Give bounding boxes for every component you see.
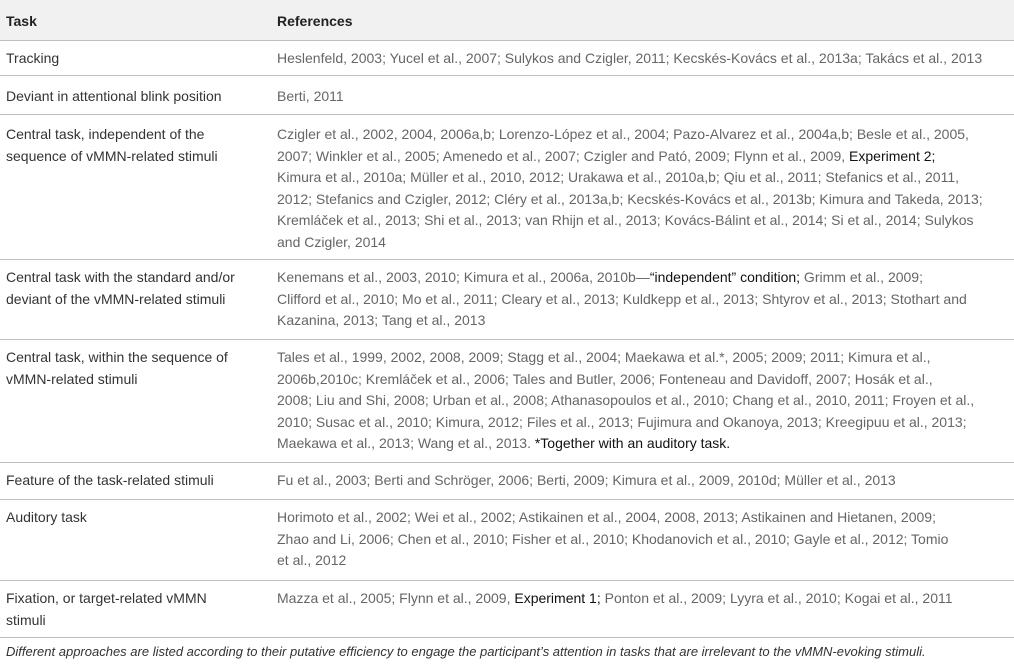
auditory-task-footnote: *Together with an auditory task. bbox=[530, 435, 731, 451]
row-divider bbox=[0, 580, 1014, 581]
task-cell: Central task, independent of the sequence of vMMN-related stimuli bbox=[6, 126, 218, 164]
row-divider bbox=[0, 339, 1014, 340]
task-cell: Deviant in attentional blink position bbox=[6, 88, 222, 104]
task-cell: Tracking bbox=[6, 50, 60, 66]
task-cell: Central task, within the sequence of vMMN-related stimuli bbox=[6, 349, 228, 387]
references-cell: Kenemans et al., 2003, 2010; Kimura et al., 2006a, 2010b—“independent” condition; Grimm et al., 2009; Clifford et al., 2010; Mo et al., 2011; Cleary et al., 2013; Kuldkepp et al., 2013; Shtyrov et al., 2013; Stothart and Kazanina, 2013; Tang et al., 2013 bbox=[277, 269, 967, 328]
task-cell: Central task with the standard and/or deviant of the vMMN-related stimuli bbox=[6, 269, 235, 307]
row-divider bbox=[0, 114, 1014, 115]
experiment-1-note: Experiment 1; bbox=[510, 590, 601, 606]
task-cell: Fixation, or target-related vMMN stimuli bbox=[6, 590, 207, 628]
header-task: Task bbox=[6, 13, 37, 29]
references-cell: Mazza et al., 2005; Flynn et al., 2009, Experiment 1; Ponton et al., 2009; Lyyra et al., 2010; Kogai et al., 2011 bbox=[277, 590, 953, 606]
table-header bbox=[0, 0, 1014, 41]
references-cell: Fu et al., 2003; Berti and Schröger, 2006; Berti, 2009; Kimura et al., 2009, 2010d; Müller et al., 2013 bbox=[277, 472, 896, 488]
references-cell: Berti, 2011 bbox=[277, 88, 344, 104]
row-divider bbox=[0, 259, 1014, 260]
header-references: References bbox=[277, 13, 353, 29]
row-divider bbox=[0, 499, 1014, 500]
references-cell: Horimoto et al., 2002; Wei et al., 2002; Astikainen et al., 2004, 2008, 2013; Astikainen and Hietanen, 2009; Zhao and Li, 2006; Chen et al., 2010; Fisher et al., 2010; Khodanovich et al., 2010; Gayle et al., 2012; Tomio et al., 2012 bbox=[277, 509, 949, 568]
task-cell: Auditory task bbox=[6, 509, 87, 525]
independent-condition-note: “independent” condition; bbox=[649, 269, 801, 285]
references-cell: Czigler et al., 2002, 2004, 2006a,b; Lorenzo-López et al., 2004; Pazo-Alvarez et al., 2004a,b; Besle et al., 2005, 2007; Winkler et al., 2005; Amenedo et al., 2007; Czigler and Pató, 2009; Flynn et al., 2009, Experiment 2; Kimura et al., 2010a; Müller et al., 2010, 2012; Urakawa et al., 2010a,b; Qiu et al., 2011; Stefanics et al., 2011, 2012; Stefanics and Czigler, 2012; Cléry et al., 2013a,b; Kecskés-Kovács et al., 2013b; Kimura and Takeda, 2013; Kremláček et al., 2013; Shi et al., 2013; van Rhijn et al., 2013; Kovács-Bálint et al., 2014; Si et al., 2014; Sulykos and Czigler, 2014 bbox=[277, 126, 983, 250]
row-divider bbox=[0, 75, 1014, 76]
references-cell: Tales et al., 1999, 2002, 2008, 2009; Stagg et al., 2004; Maekawa et al.*, 2005; 2009; 2011; Kimura et al., 2006b,2010c; Kremláček et al., 2006; Tales and Butler, 2006; Fonteneau and Davidoff, 2007; Hosák et al., 2008; Liu and Shi, 2008; Urban et al., 2008; Athanasopoulos et al., 2010; Chang et al., 2010, 2011; Froyen et al., 2010; Susac et al., 2010; Kimura, 2012; Files et al., 2013; Fujimura and Okanoya, 2013; Kreegipuu et al., 2013; Maekawa et al., 2013; Wang et al., 2013. *Together with an auditory task. bbox=[277, 349, 975, 451]
experiment-2-note: Experiment 2; bbox=[845, 147, 936, 164]
task-cell: Feature of the task-related stimuli bbox=[6, 472, 214, 488]
table-caption: Different approaches are listed according to their putative efficiency to engage the participant’s attention in tasks that are irrelevant to the vMMN-evoking stimuli. bbox=[6, 644, 926, 659]
references-cell: Heslenfeld, 2003; Yucel et al., 2007; Sulykos and Czigler, 2011; Kecskés-Kovács et al., 2013a; Takács et al., 2013 bbox=[277, 50, 983, 66]
row-divider bbox=[0, 462, 1014, 463]
table-bottom-rule bbox=[0, 637, 1014, 638]
